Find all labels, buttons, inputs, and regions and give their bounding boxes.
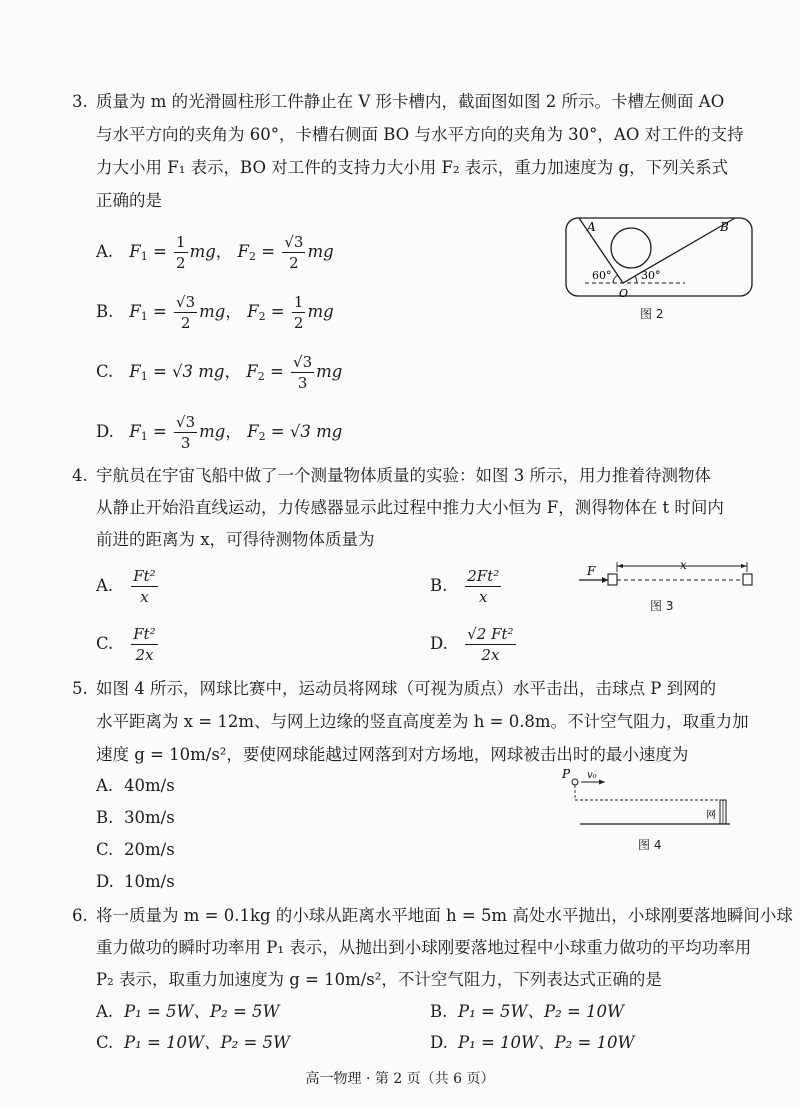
q5-number: 5. [72, 679, 88, 698]
q4-option-d[interactable]: D. $\frac{\text{√2 Ft²}}{2x}$ [430, 625, 514, 664]
fig4-label-v0: v₀ [587, 770, 597, 781]
fig3-label-f: F [587, 564, 596, 578]
q4-line-1: 宇航员在宇宙飞船中做了一个测量物体质量的实验：如图 3 所示，用力推着待测物体 [96, 466, 711, 485]
q5-option-b[interactable]: B. 30m/s [96, 808, 175, 827]
q4-number: 4. [72, 466, 88, 485]
q3-line-2: 与水平方向的夹角为 60°，卡槽右侧面 BO 与水平方向的夹角为 30°，AO 对工件的支持 [96, 125, 744, 144]
figure-4-tennis-diagram [560, 768, 735, 830]
q4-line-3: 前进的距离为 x，可得待测物体质量为 [96, 530, 375, 549]
q4-line-2: 从静止开始沿直线运动，力传感器显示此过程中推力大小恒为 F，测得物体在 t 时间内 [96, 498, 724, 517]
fig4-label-net: 网 [706, 810, 716, 821]
q6-option-c[interactable]: C. P₁ = 10W、P₂ = 5W [96, 1033, 290, 1052]
q3-option-a[interactable]: A. $F_1$ = $\frac{1}{2}$ mg， $F_2$ = $\frac{√3}{2}$ mg [96, 233, 334, 272]
figure-3-push-diagram [575, 560, 760, 590]
figure-3-caption: 图 3 [650, 599, 674, 613]
q6-option-b[interactable]: B. P₁ = 5W、P₂ = 10W [430, 1002, 624, 1021]
figure-2-v-groove [565, 215, 755, 300]
fig2-angle-left: 60° [592, 269, 612, 282]
figure-4-caption: 图 4 [638, 838, 662, 852]
q3-line-4: 正确的是 [96, 191, 162, 210]
q3-line-3: 力大小用 F₁ 表示，BO 对工件的支持力大小用 F₂ 表示，重力加速度为 g，下列关系式 [96, 158, 729, 177]
fig2-angle-right: 30° [641, 269, 661, 282]
q3-number: 3. [72, 92, 88, 111]
q3-line-1: 质量为 m 的光滑圆柱形工件静止在 V 形卡槽内，截面图如图 2 所示。卡槽左侧面 AO [96, 92, 725, 111]
q6-line-1: 将一质量为 m = 0.1kg 的小球从距离水平地面 h = 5m 高处水平抛出，小球刚要落地瞬间小球 [96, 906, 793, 925]
q5-option-d[interactable]: D. 10m/s [96, 872, 175, 891]
q5-line-3: 速度 g = 10m/s²，要使网球能越过网落到对方场地，网球被击出时的最小速度为 [96, 745, 689, 764]
q6-line-3: P₂ 表示，取重力加速度为 g = 10m/s²，不计空气阻力，下列表达式正确的是 [96, 970, 662, 989]
fig2-label-o: O [619, 287, 629, 300]
fig3-label-x: x [680, 558, 687, 572]
fig2-label-b: B [720, 220, 729, 234]
q4-option-a[interactable]: A. $\frac{\text{Ft²}}{x}$ [96, 567, 156, 606]
page-footer: 高一物理 · 第 2 页（共 6 页） [305, 1071, 495, 1087]
q6-option-d[interactable]: D. P₁ = 10W、P₂ = 10W [430, 1033, 635, 1052]
q5-line-1: 如图 4 所示，网球比赛中，运动员将网球（可视为质点）水平击出，击球点 P 到网的 [96, 679, 717, 698]
q5-option-a[interactable]: A. 40m/s [96, 776, 175, 795]
q4-option-b[interactable]: B. $\frac{\text{2Ft²}}{x}$ [430, 567, 500, 606]
fig2-label-a: A [587, 220, 596, 234]
q6-line-2: 重力做功的瞬时功率用 P₁ 表示，从抛出到小球刚要落地过程中小球重力做功的平均功率用 [96, 938, 752, 957]
q3-option-b[interactable]: B. $F_1$ = $\frac{√3}{2}$ mg， $F_2$ = $\frac{1}{2}$ mg [96, 293, 334, 332]
q5-option-c[interactable]: C. 20m/s [96, 840, 175, 859]
figure-2-caption: 图 2 [640, 307, 664, 321]
fig4-label-p: P [562, 767, 571, 781]
q5-line-2: 水平距离为 x = 12m、与网上边缘的竖直高度差为 h = 0.8m。不计空气阻力，取重力加 [96, 712, 749, 731]
q3-option-c[interactable]: C. $F_1 = √3$ mg， $F_2$ = $\frac{√3}{3}$ mg [96, 353, 343, 392]
q6-number: 6. [72, 906, 88, 925]
q4-option-c[interactable]: C. $\frac{\text{Ft²}}{2x}$ [96, 625, 156, 664]
q3-option-d[interactable]: D. $F_1$ = $\frac{√3}{3}$ mg， $F_2 = √3$ mg [96, 413, 343, 452]
q6-option-a[interactable]: A. P₁ = 5W、P₂ = 5W [96, 1002, 280, 1021]
